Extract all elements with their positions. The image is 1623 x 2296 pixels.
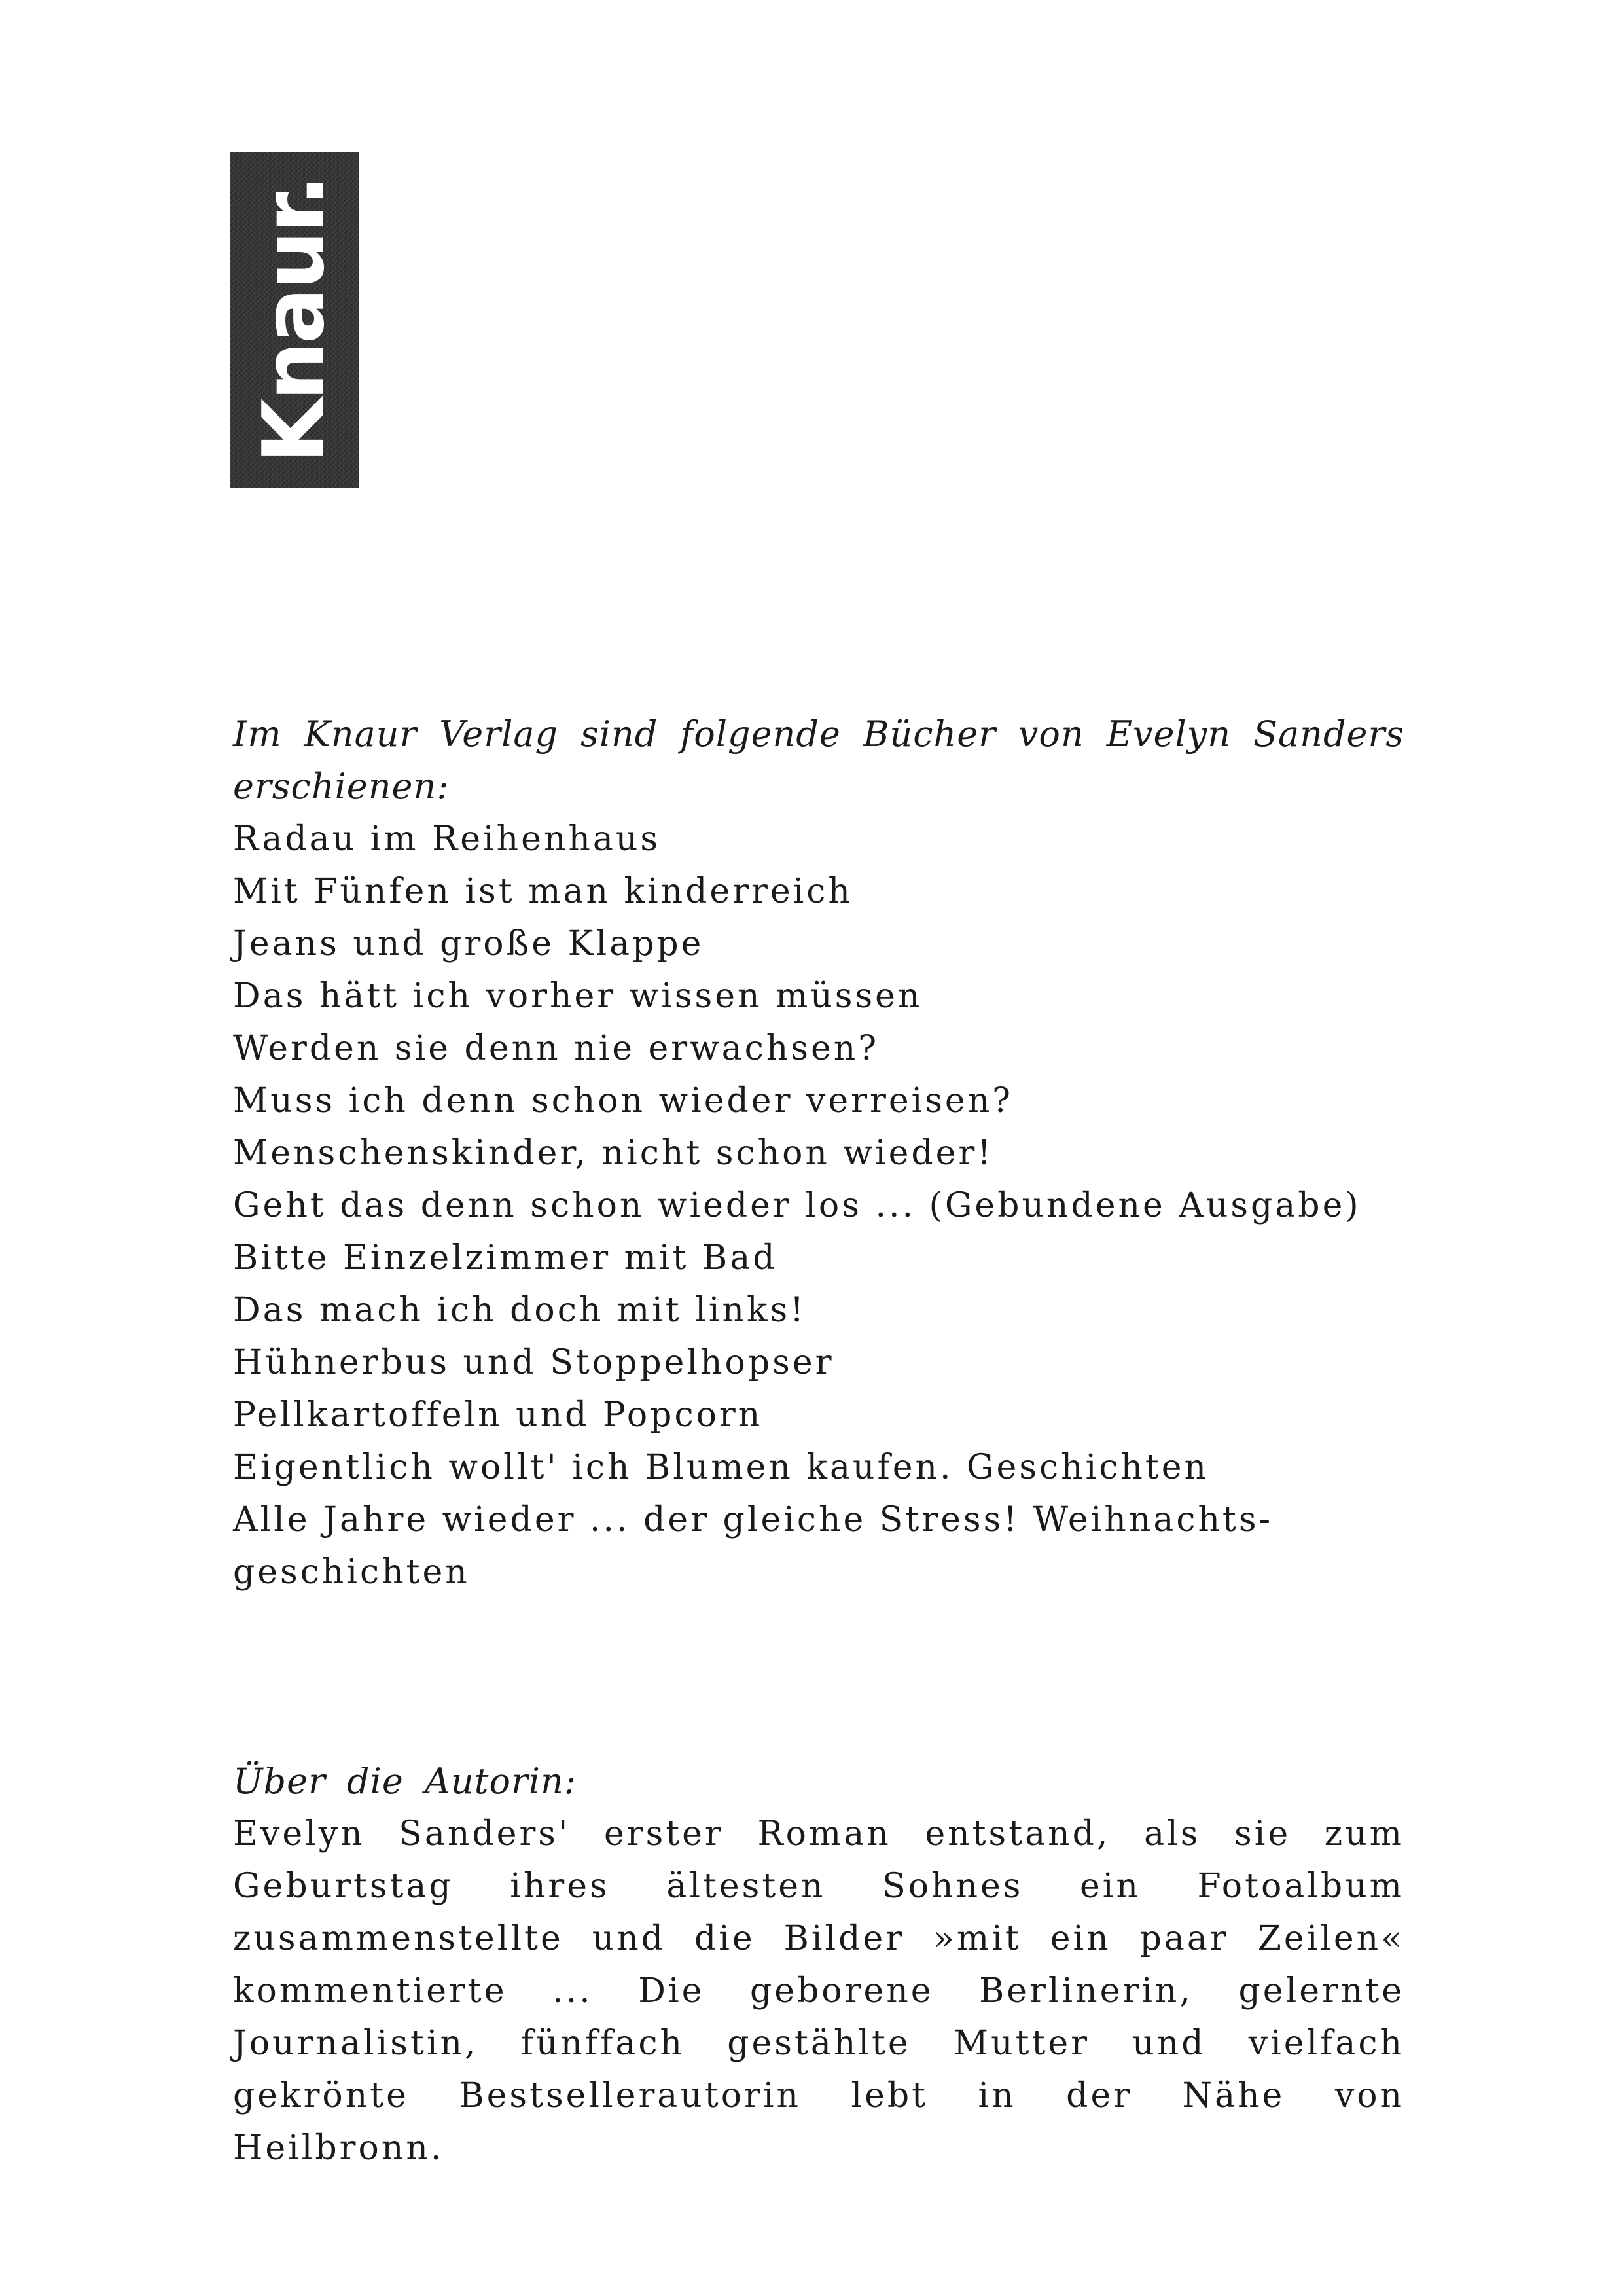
book-title: Geht das denn schon wieder los ... (Gebundene Ausgabe) <box>233 1186 1361 1225</box>
book-title: Jeans und große Klappe <box>233 924 704 963</box>
book-title: Bitte Einzelzimmer mit Bad <box>233 1238 777 1278</box>
book-title: Mit Fünfen ist man kinderreich <box>233 872 853 911</box>
book-title: Muss ich denn schon wieder verreisen? <box>233 1081 1014 1121</box>
book-title: Das hätt ich vorher wissen müssen <box>233 977 923 1016</box>
intro-text: Im Knaur Verlag sind folgende Bücher von Evelyn Sanders erschienen: <box>233 713 1404 807</box>
book-title: Eigentlich wollt' ich Blumen kaufen. Geschichten <box>233 1448 1209 1487</box>
about-text: Evelyn Sanders' erster Roman entstand, als sie zum Geburtstag ihres ältesten Sohnes ein Fotoalbum zusammenstellte und die Bilder »mit ein paar Zeilen« kommentierte ... Die geborene Berlinerin, gelernte Journalistin, fünffach gestählte Mutter und vielfach gekrönte Bestsellerautorin lebt in der Nähe von Heilbronn. <box>233 1814 1404 2168</box>
publisher-logo <box>230 152 359 488</box>
logo-text: Knaur. <box>245 177 343 463</box>
book-title: Radau im Reihenhaus <box>233 819 661 859</box>
book-title: Pellkartoffeln und Popcorn <box>233 1395 763 1435</box>
about-heading: Über die Autorin: <box>233 1761 577 1802</box>
book-title: Menschenskinder, nicht schon wieder! <box>233 1134 994 1173</box>
page-content <box>233 708 1404 2174</box>
book-title: Alle Jahre wieder ... der gleiche Stress! Weihnachts-geschichten <box>233 1500 1274 1592</box>
book-title: Das mach ich doch mit links! <box>233 1291 807 1330</box>
book-title: Hühnerbus und Stoppelhopser <box>233 1343 834 1382</box>
book-list <box>233 813 1404 1598</box>
book-title: Werden sie denn nie erwachsen? <box>233 1029 880 1068</box>
